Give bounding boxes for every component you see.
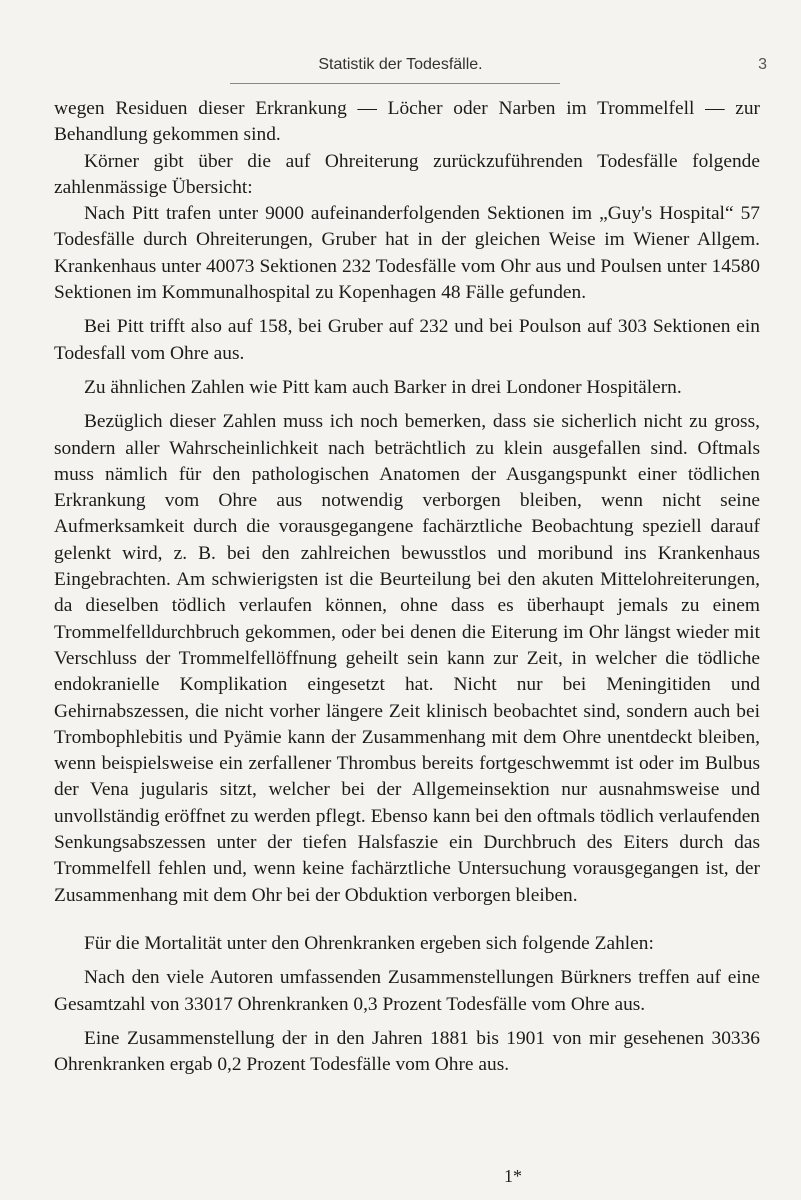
body-text [54,96,760,1078]
paragraph-barker: Zu ähnlichen Zahlen wie Pitt kam auch Barker in drei Londoner Hospitälern. [84,376,682,398]
paragraph-remarks: Bezüglich dieser Zahlen muss ich noch bemerken, dass sie sicherlich nicht zu gross, sondern aller Wahrscheinlichkeit nach beträchtlich zu klein ausgefallen sind. Oftmals muss nämlich für den pathologischen Anatomen der Ausgangspunkt einer tödlichen Erkrankung vom Ohre aus notwendig verborgen bleiben, wenn nicht seine Aufmerksamkeit durch die vorausgegangene fachärztliche Beobachtung speziell darauf gelenkt wird, z. B. bei den zahlreichen bewusstlos und moribund ins Krankenhaus Eingebrachten. Am schwierigsten ist die Beurteilung bei den akuten Mittelohreiterungen, da dieselben tödlich verlaufen können, ohne dass es überhaupt jemals zu einem Trommelfelldurchbruch gekommen, oder bei denen die Eiterung im Ohr längst wieder mit Verschluss der Trommelfellöffnung geheilt sein kann zur Zeit, in welcher die tödliche endokranielle Komplikation eingesetzt hat. Nicht nur bei Meningitiden und Gehirnabszessen, die nicht vorher längere Zeit klinisch beobachtet sind, sondern auch bei Trombophlebitis und Pyämie kann der Zusammenhang mit dem Ohre unentdeckt bleiben, wenn beispielsweise ein zerfallener Thrombus bereits fortgeschwemmt ist oder im Bulbus der Vena jugularis sitzt, welcher bei der Allgemeinsektion nur ausnahmsweise und unvollständig eröffnet zu werden pflegt. Ebenso kann bei den oftmals tödlich verlaufenden Senkungsabszessen unter der tiefen Halsfaszie ein Durchbruch des Eiters durch das Trommelfell fehlen und, wenn keine fachärztliche Untersuchung vorausgegangen ist, der Zusammenhang mit dem Ohr bei der Obduktion verborgen bleiben. [54,411,760,906]
signature-mark: 1* [504,1166,522,1186]
page-number: 3 [758,56,767,73]
paragraph-ratios: Bei Pitt trifft also auf 158, bei Gruber auf 232 und bei Poulson auf 303 Sektionen ein Todesfall vom Ohre aus. [54,316,760,364]
paragraph-mortality-intro: Für die Mortalität unter den Ohrenkranken ergeben sich folgende Zahlen: [84,932,654,954]
paragraph-pitt-gruber-poulsen: Nach Pitt trafen unter 9000 aufeinanderfolgenden Sektionen im „Guy's Hospital“ 57 Todesfälle durch Ohreiterungen, Gruber hat in der gleichen Weise im Wiener Allgem. Krankenhaus unter 40073 Sektionen 232 Todesfälle vom Ohr aus und Poulsen unter 14580 Sektionen im Kommunalhospital zu Kopenhagen 48 Fälle gefunden. [54,203,760,304]
paragraph-koerner: Körner gibt über die auf Ohreiterung zurückzuführenden Todesfälle folgende zahlenmässige Übersicht: [54,150,760,198]
paragraph-buerkner: Nach den viele Autoren umfassenden Zusammenstellungen Bürkners treffen auf eine Gesamtzahl von 33017 Ohrenkranken 0,3 Prozent Todesfälle vom Ohre aus. [54,967,760,1015]
header-rule [230,83,560,84]
running-title: Statistik der Todesfälle. [318,56,483,73]
paragraph-own-cases: Eine Zusammenstellung der in den Jahren 1881 bis 1901 von mir gesehenen 30336 Ohrenkranken ergab 0,2 Prozent Todesfälle vom Ohre aus. [54,1027,760,1076]
paragraph-continuation: wegen Residuen dieser Erkrankung — Löcher oder Narben im Trommelfell — zur Behandlung gekommen sind. [54,98,760,146]
